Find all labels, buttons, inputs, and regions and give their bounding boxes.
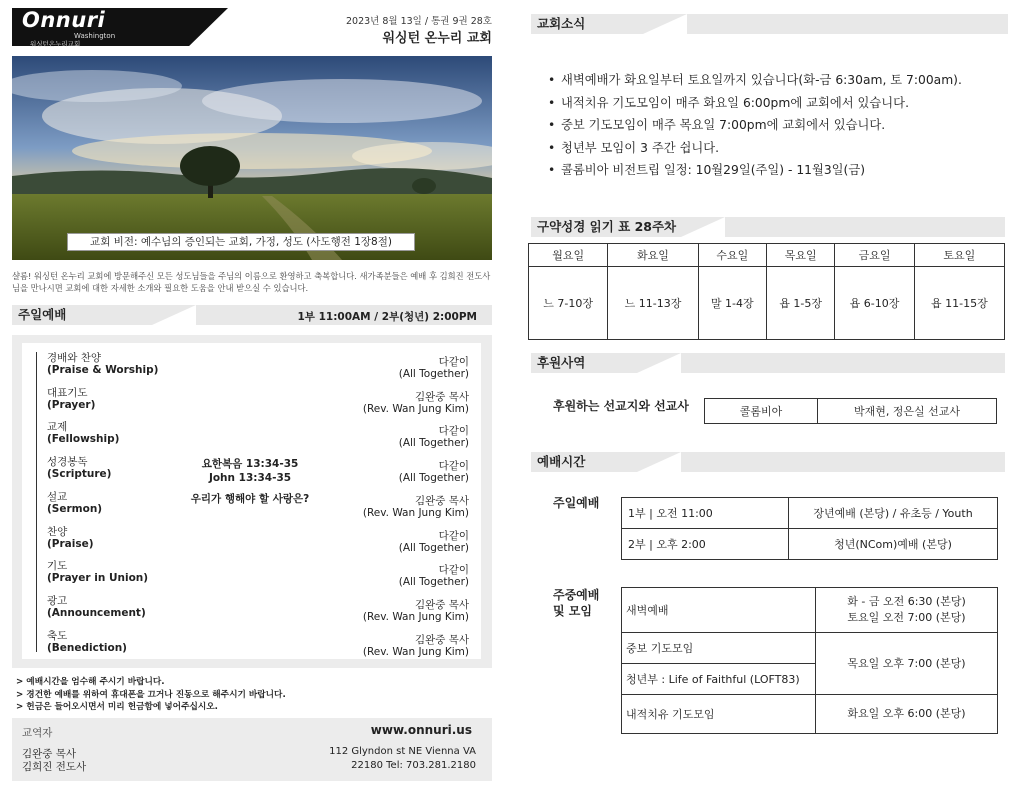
order-item-leader [299, 634, 469, 658]
service-section-header [531, 452, 1005, 472]
bible-reading-header [531, 217, 1005, 237]
support-section-header [531, 353, 1005, 373]
leader-en: (All Together) [398, 437, 469, 449]
weekday-service-label [553, 587, 613, 619]
missionary-names: 박재현, 정은실 선교사 [818, 399, 997, 424]
note-item: > 예배시간을 엄수해 주시기 바랍니다. [16, 677, 165, 687]
staff-name: 김희진 전도사 [22, 761, 87, 773]
order-item-leader [299, 391, 469, 415]
order-item-en: (Fellowship) [47, 433, 120, 445]
order-item-kr: 대표기도 [47, 387, 88, 399]
support-title: 후원사역 [537, 355, 586, 370]
meeting-time: 화 - 금 오전 6:30 (본당) 토요일 오전 7:00 (본당) [816, 588, 998, 633]
order-item-en: (Sermon) [47, 503, 103, 515]
news-item: • 새벽예배가 화요일부터 토요일까지 있습니다(화-금 6:30am, 토 7:00am). [548, 69, 1018, 92]
leader-en: (Rev. Wan Jung Kim) [362, 646, 469, 658]
day-header: 금요일 [835, 244, 914, 267]
leader-kr: 다같이 [438, 356, 469, 368]
note-item: > 경건한 예배를 위하여 휴대폰을 끄거나 진동으로 해주시기 바랍니다. [16, 689, 286, 700]
worship-title: 주일예배 [18, 307, 67, 322]
order-item-en: (Prayer in Union) [47, 572, 149, 584]
order-item-leader [299, 599, 469, 623]
sunday-service-label: 주일예배 [553, 496, 600, 510]
support-label: 후원하는 선교지와 선교사 [553, 399, 689, 413]
order-item-label [47, 421, 119, 445]
order-divider [36, 352, 37, 652]
leader-en: (All Together) [398, 472, 469, 484]
leader-kr: 다같이 [438, 564, 469, 576]
mission-place: 콜롬비아 [705, 399, 818, 424]
leader-en: (Rev. Wan Jung Kim) [362, 611, 469, 623]
church-vision: 교회 비전: 예수님의 증인되는 교회, 가정, 성도 (사도행전 1장8절) [67, 233, 415, 251]
order-item-leader [299, 425, 469, 449]
news-item: • 콜롬비아 비전트립 일정: 10월29일(주일) - 11월3일(금) [548, 159, 1018, 182]
order-item-label [47, 456, 111, 480]
leader-kr: 다같이 [438, 425, 469, 437]
order-item-label [47, 352, 158, 376]
order-item-label [47, 630, 127, 654]
news-section-header [531, 14, 1008, 34]
welcome-message: 샬롬! 워싱턴 온누리 교회에 방문해주신 모든 성도님들을 주님의 이름으로 환영하고 축복합니다. 새가족분들은 예배 후 김희진 전도사님을 만나시면 교회에 대한 자세한 소개와 필요한 도움을 안내 받으실 수 있습니다. [12, 271, 491, 293]
worship-notes [16, 676, 286, 714]
leader-kr: 다같이 [438, 530, 469, 542]
address-line: 112 Glyndon st NE Vienna VA [329, 746, 476, 757]
staff-name: 김완중 목사 [22, 748, 77, 760]
church-logo [12, 8, 228, 46]
leader-kr: 김완중 목사 [414, 495, 469, 507]
leader-en: (All Together) [398, 542, 469, 554]
order-item-en: (Praise) [47, 538, 94, 550]
service-desc: 청년(NCom)예배 (본당) [789, 529, 998, 560]
reading-cell: 말 1-4장 [698, 267, 766, 340]
service-time: 2부 | 오후 2:00 [622, 529, 789, 560]
leader-kr: 김완중 목사 [414, 634, 469, 646]
reading-cell: 욥 1-5장 [766, 267, 834, 340]
leader-en: (Rev. Wan Jung Kim) [362, 507, 469, 519]
weekday-label-text: 주중예배 및 모임 [553, 588, 600, 618]
meeting-time: 목요일 오후 7:00 (본당) [816, 633, 998, 695]
news-list [548, 69, 1018, 182]
reading-cell: 욥 11-15장 [914, 267, 1004, 340]
order-item-leader [299, 356, 469, 380]
order-item-en: (Announcement) [47, 607, 146, 619]
hero-image [12, 56, 492, 260]
service-time: 1부 | 오전 11:00 [622, 498, 789, 529]
order-item-label [47, 595, 146, 619]
reading-cell: 느 7-10장 [529, 267, 608, 340]
service-title: 예배시간 [537, 454, 586, 469]
order-item-label [47, 526, 94, 550]
weekday-service-table [621, 587, 998, 734]
church-name: 워싱턴 온누리 교회 [382, 31, 492, 46]
order-item-leader [299, 460, 469, 484]
reading-cell: 욥 6-10장 [835, 267, 914, 340]
service-desc: 장년예배 (본당) / 유초등 / Youth [789, 498, 998, 529]
order-item-detail: 우리가 행해야 할 사랑은? [190, 493, 310, 505]
order-item-kr: 축도 [47, 630, 68, 642]
order-item-leader [299, 495, 469, 519]
bible-reading-title: 구약성경 읽기 표 28주차 [537, 219, 677, 234]
support-table [704, 398, 997, 424]
news-item: • 내적치유 기도모임이 매주 화요일 6:00pm에 교회에서 있습니다. [548, 92, 1018, 115]
order-item-label [47, 560, 148, 584]
staff-label: 교역자 [22, 727, 53, 739]
day-header: 수요일 [698, 244, 766, 267]
logo-name: Onnuri [22, 8, 106, 32]
leader-kr: 김완중 목사 [414, 599, 469, 611]
meeting-name: 내적치유 기도모임 [622, 695, 816, 734]
meeting-name: 청년부 : Life of Faithful (LOFT83) [622, 664, 816, 695]
reading-cell: 느 11-13장 [608, 267, 698, 340]
note-item: > 헌금은 들어오시면서 미리 헌금함에 넣어주십시오. [16, 702, 218, 712]
news-item: • 중보 기도모임이 매주 목요일 7:00pm에 교회에서 있습니다. [548, 114, 1018, 137]
leader-en: (All Together) [398, 368, 469, 380]
order-item-en: (Scripture) [47, 468, 112, 480]
order-item-label [47, 387, 95, 411]
logo-subtitle-kr: 워싱턴온누리교회 [30, 40, 81, 48]
order-item-kr: 경배와 찬양 [47, 352, 102, 364]
order-item-en: (Prayer) [47, 399, 96, 411]
order-item-leader [299, 530, 469, 554]
bible-reading-table [528, 243, 1005, 340]
meeting-name: 중보 기도모임 [622, 633, 816, 664]
meeting-name: 새벽예배 [622, 588, 816, 633]
website-link[interactable]: www.onnuri.us [370, 723, 472, 737]
order-item-kr: 찬양 [47, 526, 68, 538]
leader-kr: 다같이 [438, 460, 469, 472]
logo-subtitle-en: Washington [74, 32, 116, 40]
day-header: 목요일 [766, 244, 834, 267]
order-item-kr: 성경봉독 [47, 456, 88, 468]
order-item-leader [299, 564, 469, 588]
worship-time: 1부 11:00AM / 2부(청년) 2:00PM [297, 311, 477, 323]
meeting-time: 화요일 오후 6:00 (본당) [816, 695, 998, 734]
leader-en: (Rev. Wan Jung Kim) [362, 403, 469, 415]
day-header: 월요일 [529, 244, 608, 267]
order-item-label [47, 491, 102, 515]
order-item-en: (Praise & Worship) [47, 364, 159, 376]
news-item: • 청년부 모임이 3 주간 쉽니다. [548, 137, 1018, 160]
leader-en: (All Together) [398, 576, 469, 588]
day-header: 토요일 [914, 244, 1004, 267]
leader-kr: 김완중 목사 [414, 391, 469, 403]
news-title: 교회소식 [537, 16, 586, 31]
issue-date: 2023년 8월 13일 / 통권 9권 28호 [345, 16, 492, 27]
day-header: 화요일 [608, 244, 698, 267]
order-item-detail: 요한복음 13:34-35 John 13:34-35 [201, 458, 299, 484]
address-line: 22180 Tel: 703.281.2180 [351, 760, 476, 771]
order-item-kr: 광고 [47, 595, 68, 607]
sunday-service-table [621, 497, 998, 560]
order-item-kr: 설교 [47, 491, 68, 503]
order-item-kr: 교제 [47, 421, 68, 433]
order-item-kr: 기도 [47, 560, 68, 572]
order-item-en: (Benediction) [47, 642, 127, 654]
